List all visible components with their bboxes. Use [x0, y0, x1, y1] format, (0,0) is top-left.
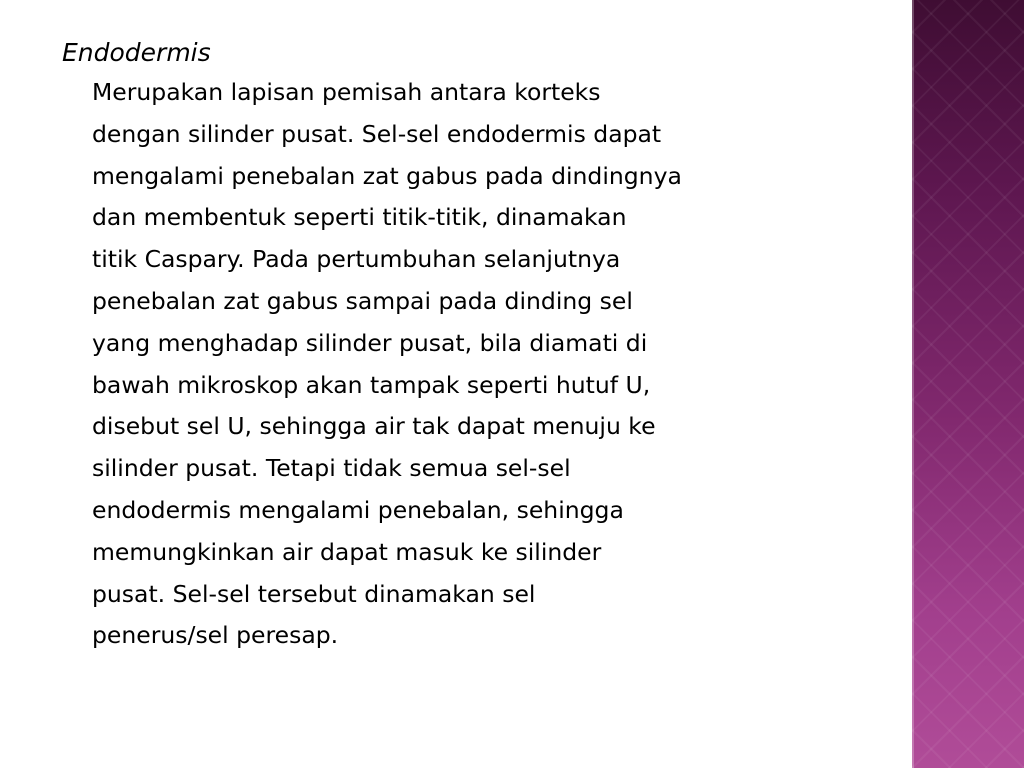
slide-paragraph	[62, 72, 892, 657]
paragraph-line: penerus/sel peresap.	[92, 621, 339, 650]
paragraph-line: mengalami penebalan zat gabus pada dindingnya	[92, 161, 682, 190]
paragraph-line: yang menghadap silinder pusat, bila diamati di	[92, 328, 648, 357]
decorative-side-panel	[912, 0, 1024, 768]
paragraph-line: disebut sel U, sehingga air tak dapat menuju ke	[92, 412, 656, 441]
side-panel-edge	[912, 0, 914, 768]
slide-content	[62, 34, 892, 657]
paragraph-line: pusat. Sel-sel tersebut dinamakan sel	[92, 579, 536, 608]
paragraph-line: dan membentuk seperti titik-titik, dinamakan	[92, 203, 627, 232]
paragraph-line: titik Caspary. Pada pertumbuhan selanjutnya	[92, 245, 621, 274]
paragraph-line: penebalan zat gabus sampai pada dinding sel	[92, 286, 633, 315]
paragraph-line: silinder pusat. Tetapi tidak semua sel-sel	[92, 454, 571, 483]
paragraph-line: endodermis mengalami penebalan, sehingga	[92, 495, 624, 524]
paragraph-line: memungkinkan air dapat masuk ke silinder	[92, 537, 602, 566]
slide-heading: Endodermis	[62, 38, 211, 67]
paragraph-line: dengan silinder pusat. Sel-sel endodermis dapat	[92, 119, 662, 148]
paragraph-line: bawah mikroskop akan tampak seperti hutuf U,	[92, 370, 651, 399]
paragraph-line: Merupakan lapisan pemisah antara korteks	[92, 78, 601, 106]
